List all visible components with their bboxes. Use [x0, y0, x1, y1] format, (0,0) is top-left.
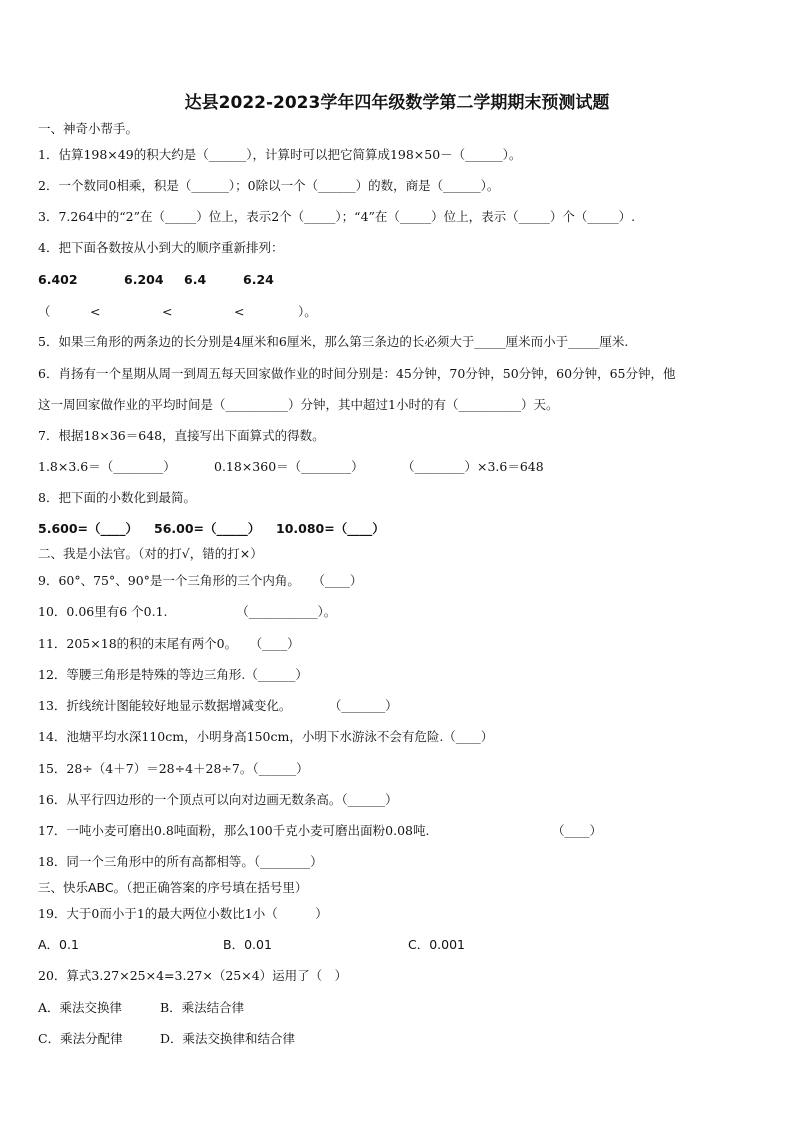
q4-number: 6.4 — [184, 272, 207, 287]
question-1: 1．估算198×49的积大约是（______），计算时可以把它简算成198×50－（______）。 — [38, 147, 522, 162]
question-3: 3．7.264中的“2”在（_____）位上，表示2个（_____）；“4”在（_____）位上，表示（_____）个（_____）. — [38, 209, 636, 224]
question-6: 6．肖扬有一个星期从周一到周五每天回家做作业的时间分别是：45分钟，70分钟，50分钟，60分钟，65分钟，他 — [38, 366, 676, 381]
question-10: 10．0.06里有6 个0.1. （___________）。 — [38, 604, 337, 619]
question-19: 19．大于0而小于1的最大两位小数比1小（ ） — [38, 906, 328, 921]
q19-option-b: B．0.01 — [223, 937, 272, 952]
section-3-heading: 三、快乐ABC。（把正确答案的序号填在括号里） — [38, 880, 308, 895]
q4-numbers — [38, 272, 358, 288]
section-2-heading: 二、我是小法官。（对的打√，错的打×） — [38, 546, 263, 561]
q19-option-a: A．0.1 — [38, 937, 79, 952]
q7-items — [38, 459, 638, 475]
question-17: 17．一吨小麦可磨出0.8吨面粉，那么100千克小麦可磨出面粉0.08吨. — [38, 823, 430, 838]
question-7: 7．根据18×36＝648，直接写出下面算式的得数。 — [38, 428, 325, 443]
question-13: 13．折线统计图能较好地显示数据增减变化。 （_______） — [38, 698, 398, 713]
question-6-continued: 这一周回家做作业的平均时间是（__________）分钟，其中超过1小时的有（__________）天。 — [38, 397, 559, 412]
q4-number: 6.402 — [38, 272, 78, 287]
question-15: 15．28÷（4＋7）＝28÷4＋28÷7。（______） — [38, 761, 309, 776]
question-4: 4．把下面各数按从小到大的顺序重新排列： — [38, 240, 284, 255]
q4-close-paren: ）。 — [298, 304, 317, 319]
q7-item: （________）×3.6＝648 — [402, 459, 544, 474]
q8-item: 5.600=（____） — [38, 521, 139, 536]
question-20: 20．算式3.27×25×4=3.27×（25×4）运用了（ ） — [38, 968, 348, 983]
question-14: 14．池塘平均水深110cm，小明身高150cm，小明下水游泳不会有危险.（____） — [38, 729, 494, 744]
q20-options-row-1 — [38, 1000, 438, 1016]
question-16: 16．从平行四边形的一个顶点可以向对边画无数条高。（______） — [38, 792, 398, 807]
question-2: 2．一个数同0相乘，积是（______）；0除以一个（______）的数，商是（______）。 — [38, 178, 500, 193]
q4-less-than: < — [90, 304, 101, 319]
q7-item: 0.18×360＝（________） — [214, 459, 364, 474]
question-12: 12．等腰三角形是特殊的等边三角形.（______） — [38, 667, 308, 682]
question-11: 11．205×18的积的末尾有两个0。 （____） — [38, 636, 300, 651]
q4-number: 6.24 — [243, 272, 274, 287]
q4-less-than: < — [234, 304, 245, 319]
page-title: 达县2022-2023学年四年级数学第二学期期末预测试题 — [184, 93, 610, 113]
question-8: 8．把下面的小数化到最简。 — [38, 490, 196, 505]
q20-option-a: A．乘法交换律 — [38, 1000, 123, 1015]
question-5: 5．如果三角形的两条边的长分别是4厘米和6厘米，那么第三条边的长必须大于_____厘米而小于_____厘米. — [38, 334, 629, 349]
q20-option-c: C．乘法分配律 — [38, 1031, 123, 1046]
q4-open-paren: （ — [38, 304, 51, 319]
question-9: 9．60°、75°、90°是一个三角形的三个内角。 （____） — [38, 573, 363, 588]
question-17-answer-blank: （____） — [552, 823, 603, 838]
q8-item: 56.00=（_____） — [154, 521, 261, 536]
q4-less-than: < — [162, 304, 173, 319]
q19-option-c: C．0.001 — [408, 937, 466, 952]
q20-option-d: D．乘法交换律和结合律 — [160, 1031, 296, 1046]
q19-options — [38, 937, 558, 953]
q8-items — [38, 521, 458, 537]
q4-number: 6.204 — [124, 272, 164, 287]
q7-item: 1.8×3.6＝（________） — [38, 459, 176, 474]
q20-options-row-2 — [38, 1031, 438, 1047]
q8-item: 10.080=（____） — [276, 521, 385, 536]
q4-order-blanks — [38, 304, 358, 320]
q20-option-b: B．乘法结合律 — [160, 1000, 245, 1015]
question-18: 18．同一个三角形中的所有高都相等。（________） — [38, 854, 323, 869]
section-1-heading: 一、神奇小帮手。 — [38, 121, 139, 136]
